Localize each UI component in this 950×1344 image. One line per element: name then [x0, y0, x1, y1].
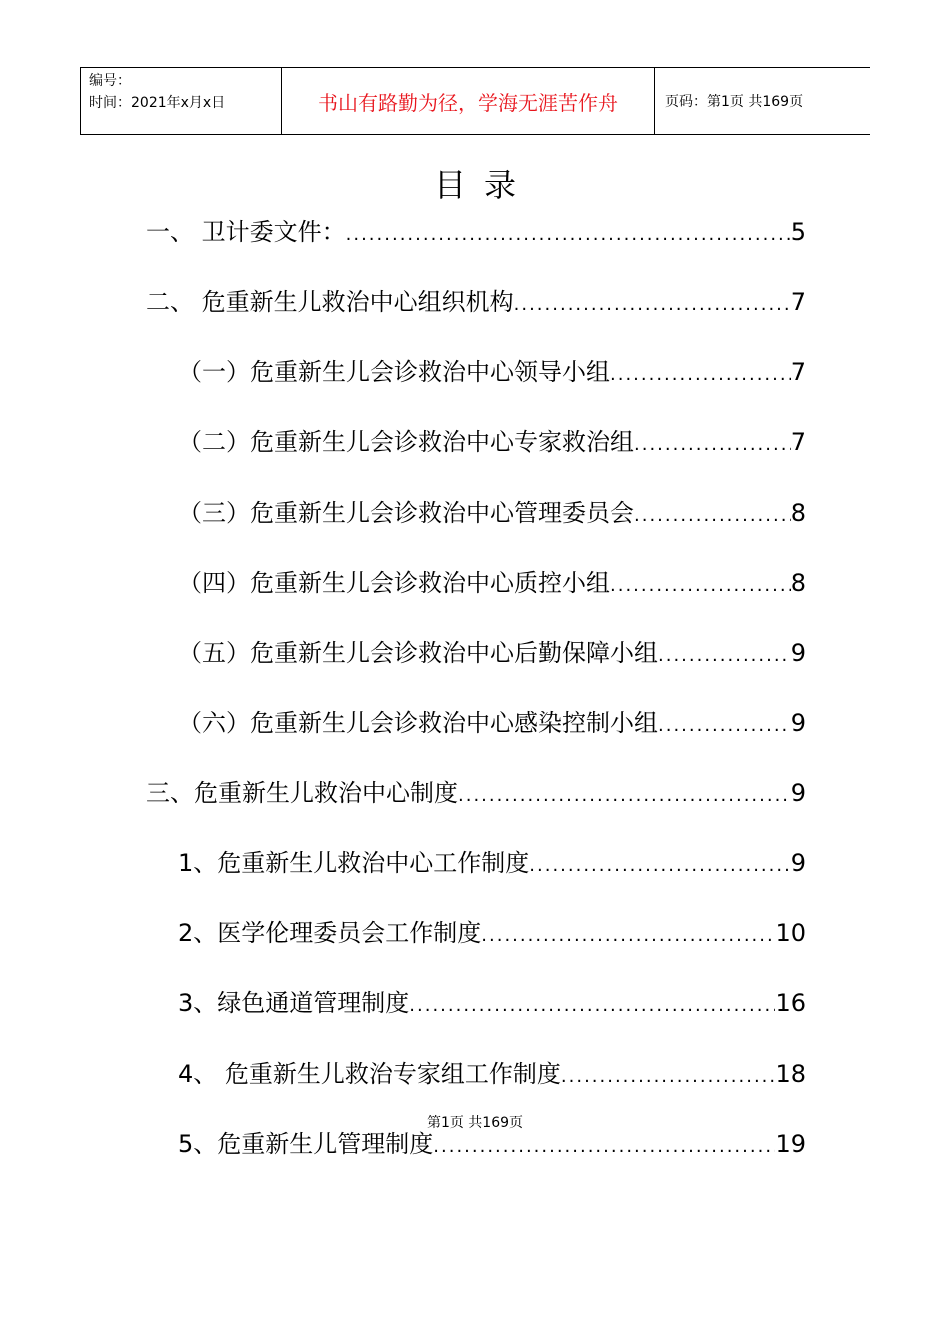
toc-entry-page: 9 — [790, 639, 806, 667]
toc-entry-page: 5 — [790, 218, 806, 246]
toc-leader-dots — [433, 1129, 775, 1162]
toc-entry-page: 9 — [790, 849, 806, 877]
toc-entry-page: 9 — [790, 779, 806, 807]
toc-entry-page: 7 — [790, 358, 806, 386]
toc-leader-dots — [634, 427, 791, 460]
toc-entry-3[interactable] — [178, 354, 806, 390]
toc-leader-dots — [529, 848, 790, 881]
toc-entry-label: （六）危重新生儿会诊救治中心感染控制小组 — [178, 709, 658, 737]
toc-entry-label: （三）危重新生儿会诊救治中心管理委员会 — [178, 499, 634, 527]
toc-entry-page: 8 — [790, 569, 806, 597]
header-meta-cell — [80, 68, 282, 134]
toc-leader-dots — [409, 988, 775, 1021]
toc-entry-label: 三、危重新生儿救治中心制度 — [146, 779, 458, 807]
toc-entry-11[interactable] — [178, 915, 806, 951]
toc-leader-dots — [610, 357, 791, 390]
toc-leader-dots — [610, 568, 791, 601]
toc-entry-5[interactable] — [178, 495, 806, 531]
toc-entry-13[interactable] — [178, 1056, 806, 1092]
motto: 书山有路勤为径，学海无涯苦作舟 — [282, 68, 655, 134]
toc-leader-dots — [658, 708, 791, 741]
toc-entry-label: （一）危重新生儿会诊救治中心领导小组 — [178, 358, 610, 386]
toc-leader-dots — [634, 498, 791, 531]
toc-entry-label: 4、 危重新生儿救治专家组工作制度 — [178, 1060, 561, 1088]
toc-entry-6[interactable] — [178, 565, 806, 601]
toc-entry-label: 二、 危重新生儿救治中心组织机构 — [146, 288, 514, 316]
toc-entry-label: （五）危重新生儿会诊救治中心后勤保障小组 — [178, 639, 658, 667]
header-page-info: 页码：第1页 共169页 — [665, 94, 804, 110]
toc-entry-page: 16 — [775, 989, 806, 1017]
toc-entry-label: 1、危重新生儿救治中心工作制度 — [178, 849, 530, 877]
toc-leader-dots — [346, 217, 791, 250]
toc-leader-dots — [458, 778, 791, 811]
toc-entry-page: 8 — [790, 499, 806, 527]
page-title: 目录 — [433, 166, 534, 204]
toc-entry-page: 7 — [790, 288, 806, 316]
toc-entry-page: 9 — [790, 709, 806, 737]
toc-entry-9[interactable] — [146, 775, 806, 811]
toc-entry-page: 18 — [775, 1060, 806, 1088]
toc-entry-label: （四）危重新生儿会诊救治中心质控小组 — [178, 569, 610, 597]
toc-entry-page: 7 — [790, 428, 806, 456]
toc-entry-page: 19 — [775, 1130, 806, 1158]
toc-entry-4[interactable] — [178, 424, 806, 460]
toc-entry-10[interactable] — [178, 845, 806, 881]
toc-entry-page: 10 — [775, 919, 806, 947]
toc-leader-dots — [561, 1059, 776, 1092]
page-footer: 第1页 共169页 — [426, 1115, 524, 1131]
toc-entry-12[interactable] — [178, 985, 806, 1021]
number-label: 编号： — [89, 73, 131, 89]
toc-entry-1[interactable] — [146, 214, 806, 250]
toc-entry-label: （二）危重新生儿会诊救治中心专家救治组 — [178, 428, 634, 456]
toc-leader-dots — [658, 638, 791, 671]
toc-entry-label: 一、 卫计委文件： — [146, 218, 346, 246]
toc-entry-8[interactable] — [178, 705, 806, 741]
document-header — [80, 67, 870, 135]
time-label: 时间：2021年x月x日 — [89, 95, 226, 111]
toc-leader-dots — [481, 918, 775, 951]
toc-leader-dots — [514, 287, 791, 320]
toc-entry-label: 3、绿色通道管理制度 — [178, 989, 410, 1017]
toc-entry-7[interactable] — [178, 635, 806, 671]
toc-entry-2[interactable] — [146, 284, 806, 320]
toc-entry-label: 2、医学伦理委员会工作制度 — [178, 919, 482, 947]
toc-entry-label: 5、危重新生儿管理制度 — [178, 1130, 434, 1158]
